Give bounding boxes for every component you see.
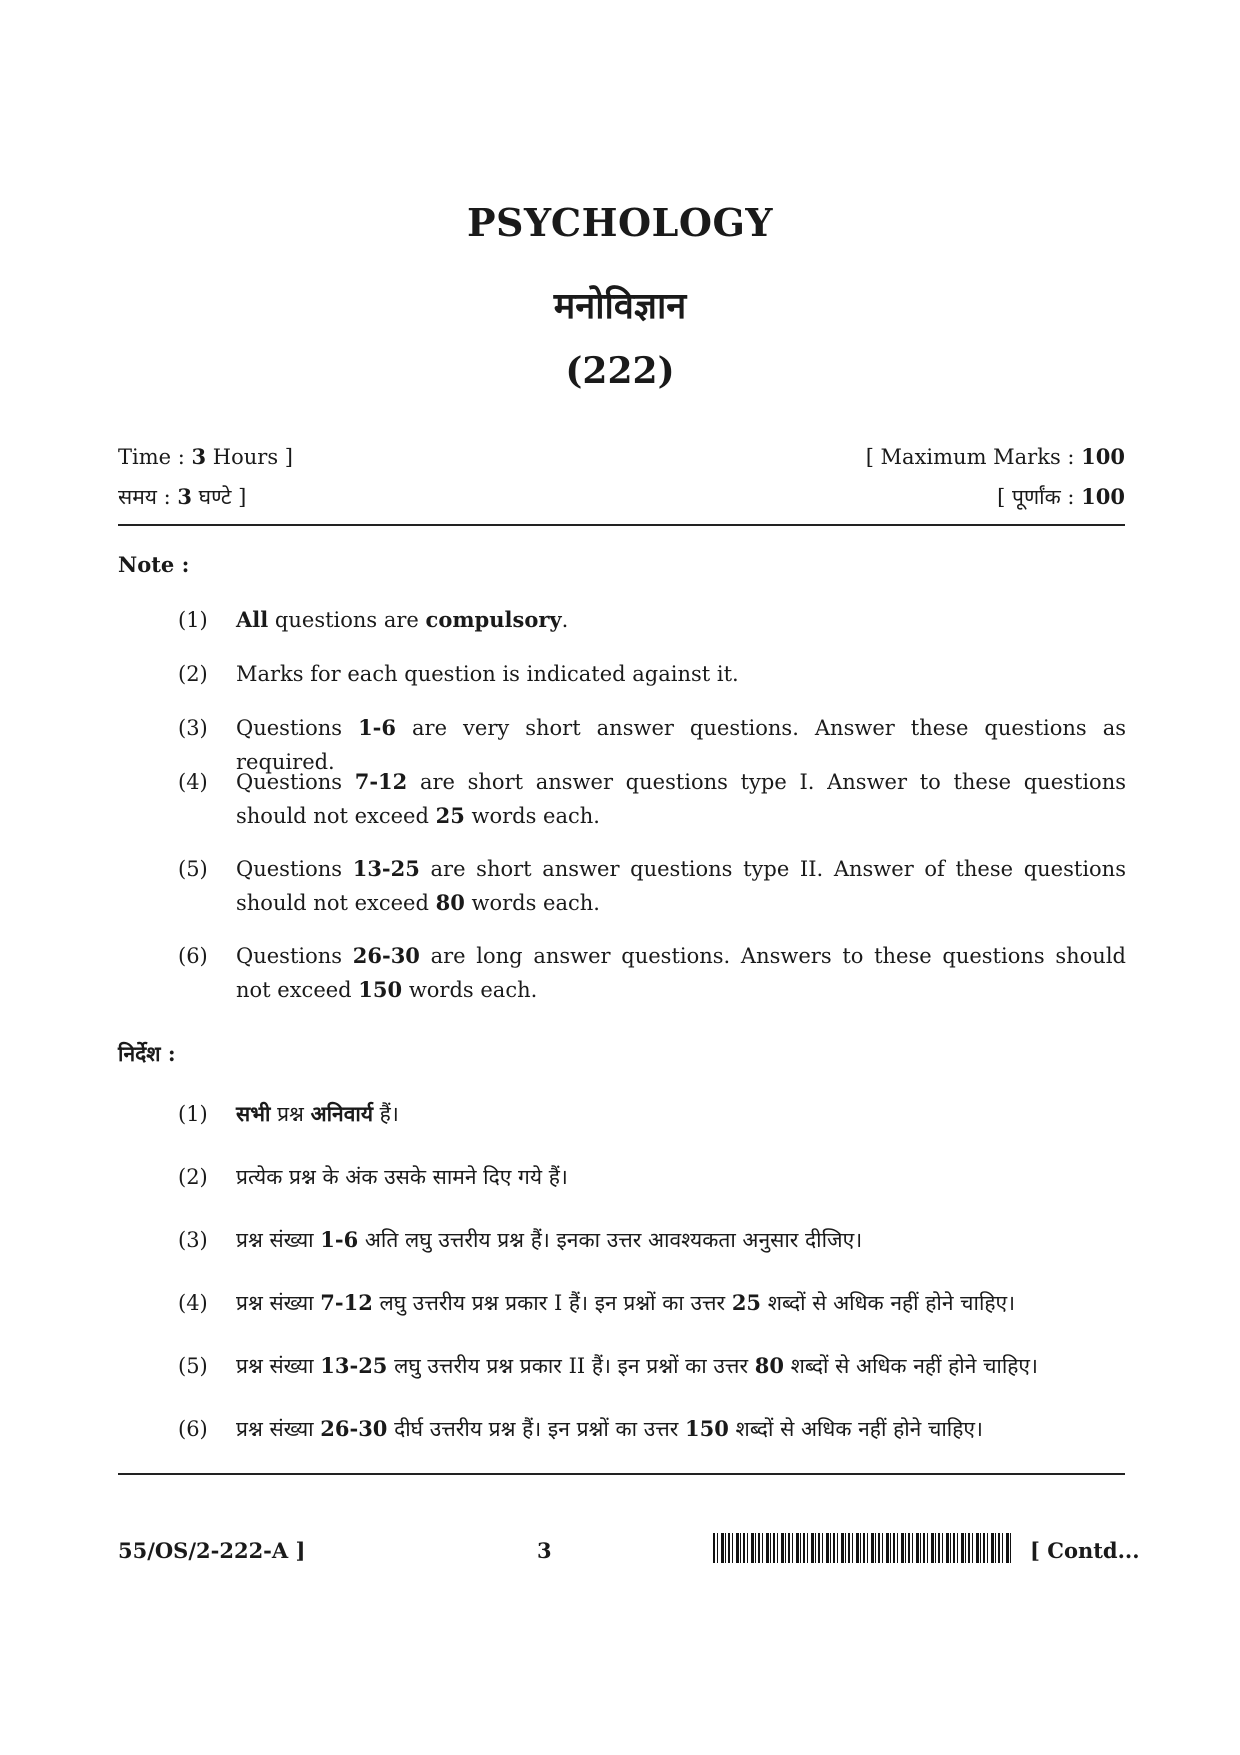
note-item-text-part: 13-25 xyxy=(320,1353,388,1378)
note-item-text-part: 26-30 xyxy=(352,943,420,968)
note-item-text-part: are short answer questions type II. Answer of these questions should not exceed xyxy=(236,857,1126,915)
note-item-text-part: सभी xyxy=(236,1101,271,1126)
note-item-text-part: प्रश्न संख्या xyxy=(236,1354,321,1378)
note-item-text xyxy=(236,1160,1126,1194)
note-item-text-part: प्रत्येक प्रश्न के अंक उसके सामने दिए गये हैं। xyxy=(236,1165,568,1189)
note-item-text-part: Questions xyxy=(236,716,359,740)
note-item-text xyxy=(236,603,1126,637)
note-item-text-part: लघु उत्तरीय प्रश्न प्रकार II हैं। इन प्रश्नों का उत्तर xyxy=(387,1354,755,1378)
note-item-number: (4) xyxy=(178,1291,208,1315)
paper-code: 55/OS/2-222-A ] xyxy=(118,1538,306,1563)
note-item-number: (2) xyxy=(178,662,208,686)
time-english xyxy=(118,444,293,469)
subject-code: (222) xyxy=(565,350,675,392)
note-item-text xyxy=(236,852,1126,920)
note-item-text xyxy=(236,765,1126,833)
note-item-number: (6) xyxy=(178,1417,208,1441)
note-item-number: (6) xyxy=(178,944,208,968)
max-marks-english xyxy=(866,444,1125,469)
note-item-text-part: अति लघु उत्तरीय प्रश्न हैं। इनका उत्तर आवश्यकता अनुसार दीजिए। xyxy=(358,1228,863,1252)
note-item-number: (5) xyxy=(178,1354,208,1378)
note-item-text-part: are short answer questions type I. Answer to these questions should not exceed xyxy=(236,770,1126,828)
note-item-text-part: 1-6 xyxy=(358,715,397,740)
top-divider xyxy=(118,524,1125,526)
time-en-unit: Hours ] xyxy=(206,445,293,469)
note-item-text xyxy=(236,1097,1126,1131)
note-item-text-part: compulsory xyxy=(425,607,562,632)
note-item-text-part: प्रश्न संख्या xyxy=(236,1291,321,1315)
note-item-text xyxy=(236,657,1126,691)
note-item-text-part: words each. xyxy=(402,978,538,1002)
note-item-text-part: words each. xyxy=(464,804,600,828)
marks-en-label: [ Maximum Marks : xyxy=(865,445,1082,469)
note-item-text-part: . xyxy=(561,608,569,632)
note-item-text-part: Questions xyxy=(236,770,355,794)
note-item-number: (1) xyxy=(178,608,208,632)
note-heading-hindi: निर्देश : xyxy=(118,1041,176,1066)
note-item-text-part: questions are xyxy=(268,608,426,632)
note-item-text-part: words each. xyxy=(464,891,600,915)
note-item-text-part: 13-25 xyxy=(352,856,420,881)
time-hi-unit: घण्टे ] xyxy=(192,485,247,509)
note-item-number: (1) xyxy=(178,1102,208,1126)
note-item-text xyxy=(236,1223,1126,1257)
max-marks-hindi xyxy=(997,483,1125,511)
note-item-text-part: शब्दों से अधिक नहीं होने चाहिए। xyxy=(728,1417,983,1441)
note-item-text-part: 7-12 xyxy=(354,769,408,794)
note-item-text xyxy=(236,1286,1126,1320)
time-hindi xyxy=(118,483,246,511)
note-item-text-part: प्रश्न xyxy=(270,1102,311,1126)
note-item-text-part: हैं। xyxy=(373,1102,399,1126)
note-item-text-part: are long answer questions. Answers to these questions should not exceed xyxy=(236,944,1126,1002)
note-item-number: (3) xyxy=(178,1228,208,1252)
note-item-text-part: प्रश्न संख्या xyxy=(236,1228,321,1252)
note-item-number: (2) xyxy=(178,1165,208,1189)
note-item-text-part: शब्दों से अधिक नहीं होने चाहिए। xyxy=(761,1291,1016,1315)
marks-en-value: 100 xyxy=(1081,444,1125,469)
note-item-text-part: All xyxy=(236,607,269,632)
note-item-text-part: लघु उत्तरीय प्रश्न प्रकार I हैं। इन प्रश्नों का उत्तर xyxy=(372,1291,732,1315)
marks-hi-value: 100 xyxy=(1081,484,1125,509)
note-item-text-part: 80 xyxy=(435,890,465,915)
note-item-text-part: 25 xyxy=(731,1290,762,1315)
time-en-value: 3 xyxy=(191,444,207,469)
note-item-text-part: 25 xyxy=(435,803,465,828)
note-item-text-part: 26-30 xyxy=(320,1416,388,1441)
bottom-divider xyxy=(118,1473,1125,1475)
note-item-text-part: अनिवार्य xyxy=(310,1101,373,1126)
note-item-text-part: Questions xyxy=(236,944,353,968)
title-hindi: मनोविज्ञान xyxy=(553,285,687,327)
continued-label: [ Contd... xyxy=(1030,1538,1140,1563)
note-item-text-part: दीर्घ उत्तरीय प्रश्न हैं। इन प्रश्नों का उत्तर xyxy=(387,1417,686,1441)
note-item-text-part: are very short answer questions. Answer these questions as required. xyxy=(236,716,1126,774)
note-item-text-part: 150 xyxy=(358,977,403,1002)
barcode xyxy=(713,1533,1013,1563)
note-item-text-part: 80 xyxy=(754,1353,784,1378)
time-hi-label: समय : xyxy=(118,485,178,509)
time-hi-value: 3 xyxy=(177,484,192,509)
note-item-number: (4) xyxy=(178,770,208,794)
note-item-text-part: 150 xyxy=(685,1416,729,1441)
note-item-text-part: प्रश्न संख्या xyxy=(236,1417,321,1441)
time-en-label: Time : xyxy=(118,445,192,469)
title-english: PSYCHOLOGY xyxy=(466,200,774,245)
note-item-text xyxy=(236,1412,1126,1446)
note-item-text-part: 7-12 xyxy=(320,1290,373,1315)
marks-hi-label: [ पूर्णांक : xyxy=(997,485,1082,509)
note-item-number: (3) xyxy=(178,716,208,740)
note-item-text-part: Questions xyxy=(236,857,353,881)
page-number: 3 xyxy=(537,1538,552,1563)
note-heading-english: Note : xyxy=(118,552,190,577)
note-item-text xyxy=(236,939,1126,1007)
note-item-text xyxy=(236,1349,1126,1383)
note-item-text-part: 1-6 xyxy=(320,1227,359,1252)
note-item-number: (5) xyxy=(178,857,208,881)
note-item-text-part: Marks for each question is indicated against it. xyxy=(236,662,739,686)
note-item-text-part: शब्दों से अधिक नहीं होने चाहिए। xyxy=(783,1354,1038,1378)
